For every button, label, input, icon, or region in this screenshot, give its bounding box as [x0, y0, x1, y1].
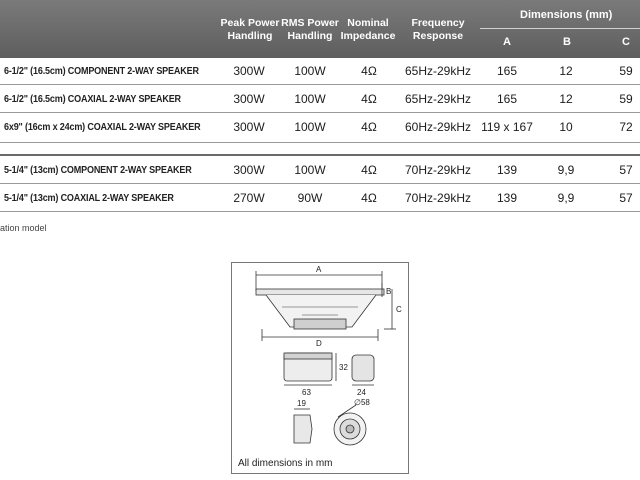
dimension-drawing: [231, 262, 409, 474]
rms-power: 90W: [297, 191, 323, 205]
header-dim-a: A: [503, 36, 511, 48]
speaker-name: 6-1/2" (16.5cm) COMPONENT 2-WAY SPEAKER: [4, 65, 199, 77]
dimension-a: 165: [496, 64, 518, 78]
label-crossover-depth: 24: [357, 388, 366, 397]
impedance: 4Ω: [361, 92, 377, 106]
speaker-magnet: [294, 319, 346, 329]
speaker-flange: [256, 289, 384, 295]
header-frequency-response: Frequency Response: [411, 17, 465, 42]
label-b: B: [386, 287, 392, 296]
speaker-name: 5-1/4" (13cm) COMPONENT 2-WAY SPEAKER: [4, 164, 192, 176]
dimension-b: 12: [559, 64, 573, 78]
impedance: 4Ω: [361, 163, 377, 177]
table-row: [0, 86, 640, 113]
table-row: [0, 114, 640, 141]
frequency-response: 65Hz-29kHz: [404, 92, 472, 106]
label-a: A: [316, 265, 322, 274]
group-divider: [0, 142, 640, 156]
dimension-b: 9,9: [557, 163, 575, 177]
dimension-a: 119 x 167: [481, 120, 533, 134]
frequency-response: 70Hz-29kHz: [404, 191, 472, 205]
impedance: 4Ω: [361, 120, 377, 134]
peak-power: 300W: [233, 92, 265, 106]
header-dimensions: Dimensions (mm): [520, 9, 613, 21]
dimensions-note: All dimensions in mm: [238, 458, 333, 469]
frequency-response: 70Hz-29kHz: [404, 163, 472, 177]
rms-power: 100W: [294, 64, 326, 78]
frequency-response: 65Hz-29kHz: [404, 64, 472, 78]
table-row: [0, 58, 640, 85]
header-peak-power: Peak Power Handling: [220, 17, 280, 42]
speaker-drawing: [232, 263, 410, 475]
speaker-name: 6-1/2" (16.5cm) COAXIAL 2-WAY SPEAKER: [4, 93, 181, 105]
peak-power: 300W: [233, 120, 265, 134]
dimension-a: 165: [496, 92, 518, 106]
rms-power: 100W: [294, 92, 326, 106]
dimension-b: 12: [559, 92, 573, 106]
speaker-name: 6x9" (16cm x 24cm) COAXIAL 2-WAY SPEAKER: [4, 121, 201, 133]
speaker-name: 5-1/4" (13cm) COAXIAL 2-WAY SPEAKER: [4, 192, 174, 204]
dimension-c: 59: [619, 92, 633, 106]
dimension-a: 139: [496, 191, 518, 205]
rms-power: 100W: [294, 163, 326, 177]
header-dim-b: B: [563, 36, 571, 48]
label-crossover-width: 63: [302, 388, 311, 397]
label-c: C: [396, 305, 402, 314]
peak-power: 300W: [233, 163, 265, 177]
table-row: [0, 157, 640, 184]
label-d: D: [316, 339, 322, 348]
dimension-c: 57: [619, 191, 633, 205]
header-rms-power: RMS Power Handling: [281, 17, 339, 42]
dimension-c: 57: [619, 163, 633, 177]
label-crossover-height: 32: [339, 363, 348, 372]
header-nominal-impedance: Nominal Impedance: [340, 17, 396, 42]
header-dim-c: C: [622, 36, 630, 48]
label-tweeter-diameter: ∅58: [354, 398, 370, 407]
frequency-response: 60Hz-29kHz: [404, 120, 472, 134]
tweeter-side: [294, 415, 312, 443]
dimension-b: 9,9: [557, 191, 575, 205]
rms-power: 100W: [294, 120, 326, 134]
dimension-a: 139: [496, 163, 518, 177]
crossover-side: [352, 355, 374, 381]
impedance: 4Ω: [361, 191, 377, 205]
peak-power: 270W: [233, 191, 265, 205]
impedance: 4Ω: [361, 64, 377, 78]
dimension-c: 59: [619, 64, 633, 78]
peak-power: 300W: [233, 64, 265, 78]
footnote: ation model: [0, 223, 47, 233]
header-divider: [480, 28, 640, 29]
label-tweeter-depth: 19: [297, 399, 306, 408]
dimension-c: 72: [619, 120, 633, 134]
dimension-b: 10: [559, 120, 573, 134]
table-row: [0, 185, 640, 212]
